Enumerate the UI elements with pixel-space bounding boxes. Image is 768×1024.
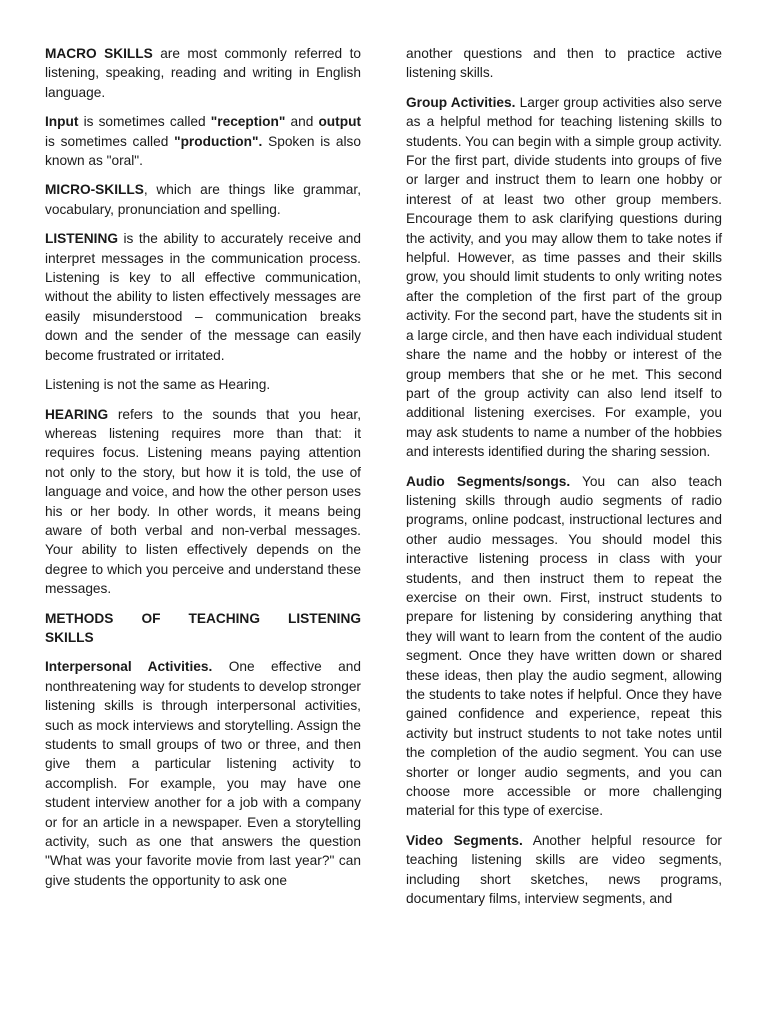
methods-heading-line1: METHODS OF TEACHING LISTENING — [45, 610, 361, 626]
and-text: and — [285, 114, 319, 130]
macro-skills-term: MACRO SKILLS — [45, 46, 153, 61]
listening-vs-hearing-paragraph: Listening is not the same as Hearing. — [45, 377, 271, 393]
listening-term: LISTENING — [45, 231, 119, 247]
spoken-text: Spoken is also known as "oral". — [45, 133, 361, 169]
hearing-paragraph — [45, 405, 361, 599]
interpersonal-text: One effective and nonthreatening way for students to develop stronger listening skills is through interpersonal activities, such as mock interviews and storytelling. Assign the students to small groups of two or three, and then give them a particular listening activity to accomplish. For example, you may have one student interview another for a job with a company or for an article in a newspaper. Even a storytelling activity, such as one that answers the question "What was your favorite movie from last year?" can give students the opportunity to ask one — [45, 659, 362, 888]
listening-paragraph — [45, 229, 361, 365]
macro-skills-paragraph — [45, 44, 361, 102]
hearing-term: HEARING — [45, 406, 109, 422]
input-output-paragraph — [45, 112, 361, 170]
micro-skills-text: , which are things like grammar, vocabulary, pronunciation and spelling. — [45, 182, 361, 217]
audio-segments-paragraph — [406, 472, 722, 821]
output-term: output — [318, 114, 361, 130]
methods-heading-line2: SKILLS — [45, 629, 94, 645]
input-term: Input — [45, 114, 79, 130]
hearing-text: refers to the sounds that you hear, whereas listening requires more than that: it requires focus. Listening means paying attention not only to the story, but how it is told, the use of language and voice, and how the other person uses his or her body. In other words, it means being aware of both verbal and non-verbal messages. Your ability to listen effectively depends on the degree to which you perceive and understand these messages. — [45, 406, 361, 597]
interpersonal-term: Interpersonal Activities. — [45, 659, 213, 675]
video-segments-paragraph — [406, 831, 722, 909]
methods-heading — [45, 609, 361, 648]
group-activities-paragraph — [406, 93, 722, 462]
group-activities-text: Larger group activities also serve as a helpful method for teaching listening skills to students. You can begin with a simple group activity. For the first part, divide students into groups of five or larger and instruct them to learn one hobby or interest of at least two other group members. Encourage them to ask clarifying questions during the activity, and you may allow them to take notes if helpful. However, as time passes and their skills grow, you should limit students to only writing notes after the completion of the first part of the group activity. For the second part, have the students sit in a large circle, and then have each individual student share the name and the hobby or interest of the group members that she or he met. This second part of the group activity can also lend itself to additional listening exercises. For example, you may ask students to name a number of the hobbies and interests identified during the sharing session. — [406, 94, 722, 460]
micro-skills-term: MICRO-SKILLS — [45, 182, 144, 198]
production-term: "production". — [174, 133, 263, 149]
group-activities-term: Group Activities. — [406, 94, 516, 110]
input-text: is sometimes called — [78, 114, 211, 130]
interpersonal-paragraph — [45, 657, 361, 890]
continuation-paragraph: another questions and then to practice active listening skills. — [406, 46, 722, 81]
listening-text: is the ability to accurately receive and interpret messages in the communication process. Listening is key to all effective communication, without the ability to listen effectively messages are easily misunderstood – communication breaks down and the sender of the message can easily become frustrated or irritated. — [45, 231, 361, 363]
audio-segments-term: Audio Segments/songs. — [406, 473, 571, 489]
video-segments-text: Another helpful resource for teaching listening skills are video segments, including short sketches, news programs, documentary films, interview segments, and — [406, 832, 722, 907]
left-column — [45, 44, 361, 900]
right-column — [406, 44, 722, 918]
reception-term: "reception" — [210, 114, 286, 130]
output-text: is sometimes called — [45, 133, 175, 149]
micro-skills-paragraph — [45, 180, 361, 219]
audio-segments-text: You can also teach listening skills through audio segments of radio programs, online podcast, instructional lectures and other audio messages. You should model this interactive listening process in class with your students, and then instruct them to repeat the exercise on their own. First, instruct students to prepare for listening by considering anything that they will want to learn from the content of the audio segment. Once they have written down or shared these ideas, then play the audio segment, allowing the students to take notes if helpful. Once they have gained confidence and experience, repeat this activity but instruct students to not take notes until the completion of the audio segment. You can use shorter or longer audio segments, and you can choose more accessible or more challenging material for this type of exercise. — [406, 473, 722, 819]
video-segments-term: Video Segments. — [406, 832, 523, 848]
macro-skills-text: are most commonly referred to listening, speaking, reading and writing in English language. — [45, 46, 361, 100]
